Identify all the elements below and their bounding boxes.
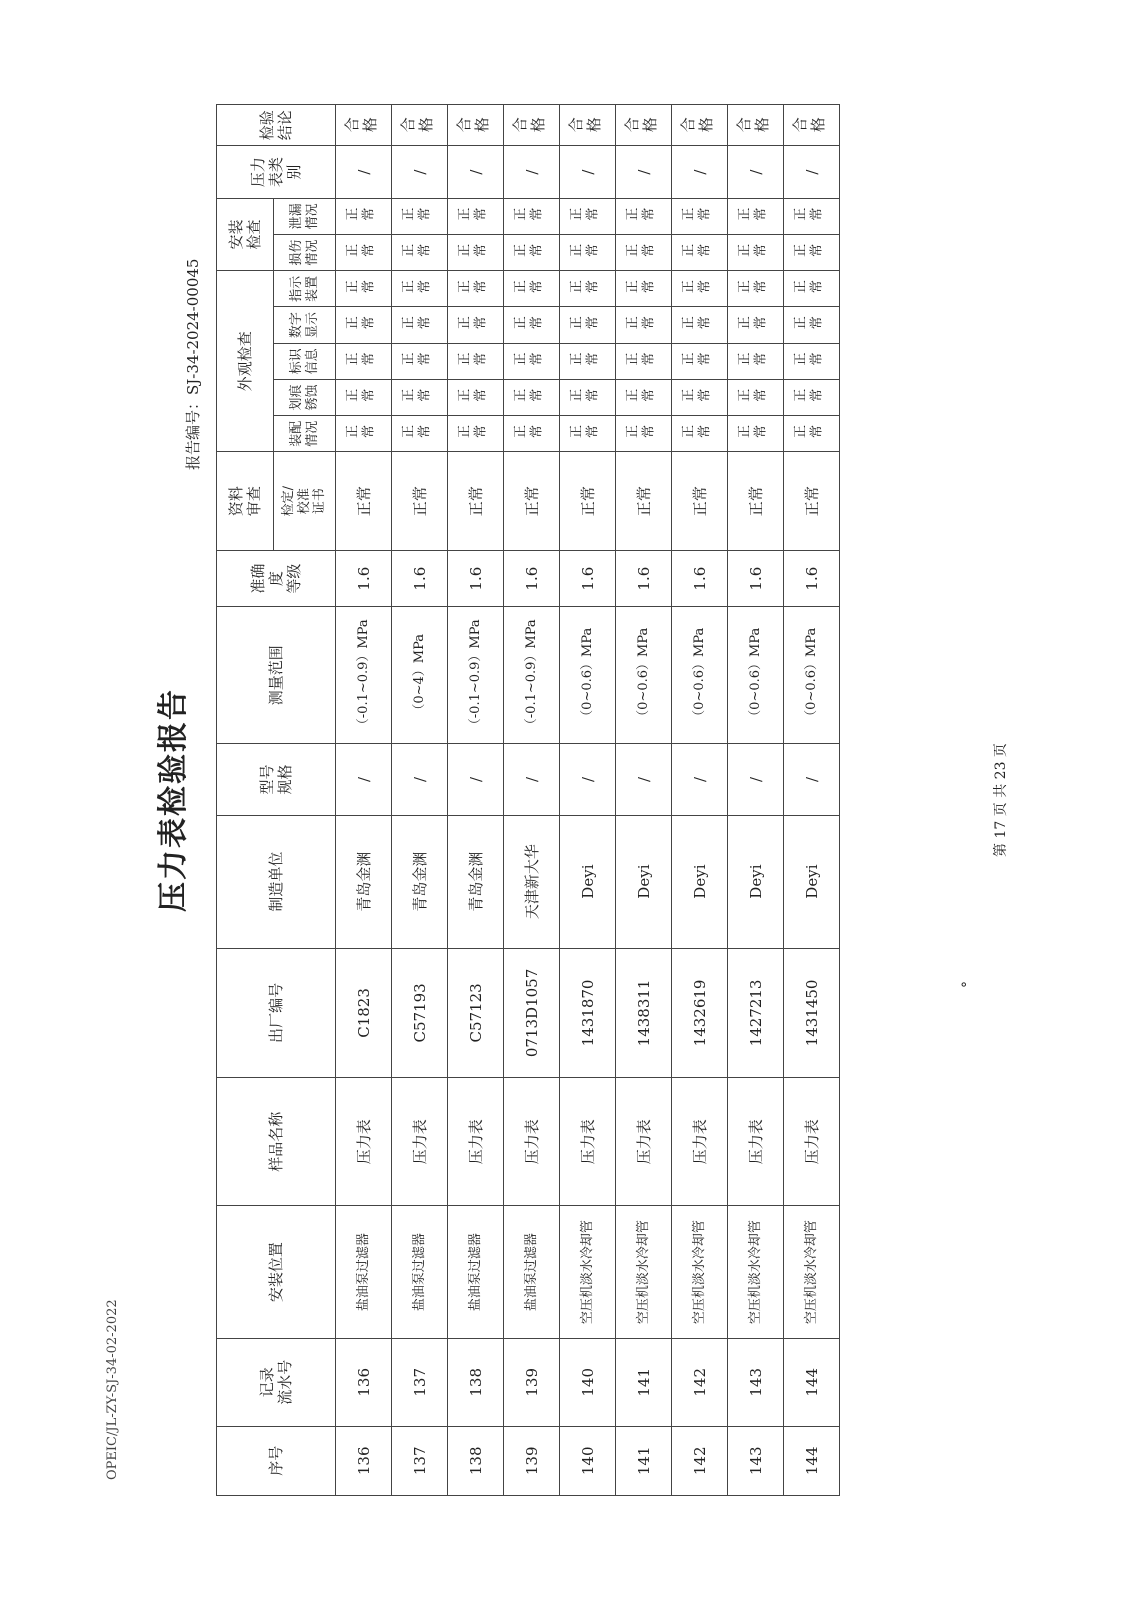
cell-manufacturer: Deyi [560, 815, 616, 948]
cell-conclusion-text: 合格 [455, 116, 492, 135]
cell-damage-text: 正常 [513, 244, 546, 260]
cell-conclusion [504, 105, 560, 146]
cell-assembly-text: 正常 [345, 425, 378, 441]
cell-assembly [784, 416, 840, 452]
cell-indicator [504, 271, 560, 307]
cell-range: （0~0.6）MPa [728, 607, 784, 744]
col-location: 安装位置 [217, 1206, 336, 1339]
cell-display [784, 307, 840, 343]
cell-record: 144 [784, 1339, 840, 1427]
cell-cert: 正常 [784, 452, 840, 551]
cell-manufacturer: Deyi [784, 815, 840, 948]
cell-accuracy: 1.6 [728, 550, 784, 606]
table-row [560, 105, 616, 1496]
cell-display [448, 307, 504, 343]
cell-damage-text: 正常 [457, 244, 490, 260]
col-install: 安装 检查 [217, 198, 274, 270]
cell-leak-text: 正常 [569, 208, 602, 224]
cell-factory-no: 0713D1057 [504, 948, 560, 1078]
form-code: OPEIC/JL-ZY-SJ-34-02-2022 [105, 1299, 120, 1480]
cell-indicator-text: 正常 [401, 281, 434, 297]
cell-factory-no: 1431870 [560, 948, 616, 1078]
cell-damage-text: 正常 [625, 244, 658, 260]
cell-marking [392, 343, 448, 379]
cell-display [336, 307, 392, 343]
cell-marking [672, 343, 728, 379]
cell-indicator-text: 正常 [681, 281, 714, 297]
cell-display [728, 307, 784, 343]
cell-name: 压力表 [392, 1078, 448, 1206]
cell-manufacturer: 青岛金渊 [392, 815, 448, 948]
cell-accuracy: 1.6 [504, 550, 560, 606]
table-row [728, 105, 784, 1496]
cell-name: 压力表 [336, 1078, 392, 1206]
cell-gauge-type: / [784, 146, 840, 198]
cell-assembly-text: 正常 [681, 425, 714, 441]
cell-seq: 143 [728, 1426, 784, 1495]
cell-record: 139 [504, 1339, 560, 1427]
cell-assembly [448, 416, 504, 452]
cell-conclusion-text: 合格 [623, 116, 660, 135]
cell-accuracy: 1.6 [672, 550, 728, 606]
cell-cert: 正常 [336, 452, 392, 551]
cell-cert: 正常 [616, 452, 672, 551]
cell-record: 138 [448, 1339, 504, 1427]
cell-conclusion [560, 105, 616, 146]
cell-conclusion-text: 合格 [735, 116, 772, 135]
table-row [392, 105, 448, 1496]
cell-marking-text: 正常 [513, 353, 546, 369]
cell-range: （-0.1~0.9）MPa [504, 607, 560, 744]
cell-name: 压力表 [560, 1078, 616, 1206]
col-sample-name: 样品名称 [217, 1078, 336, 1206]
cell-range: （0~0.6）MPa [616, 607, 672, 744]
cell-marking [728, 343, 784, 379]
cell-damage [504, 235, 560, 271]
cell-model: / [504, 744, 560, 815]
cell-location: 空压机淡水冷却管 [616, 1206, 672, 1339]
col-gauge-type: 压力 表类 别 [217, 146, 336, 198]
cell-location: 空压机淡水冷却管 [560, 1206, 616, 1339]
cell-factory-no: 1431450 [784, 948, 840, 1078]
cell-record: 143 [728, 1339, 784, 1427]
report-number: 报告编号：SJ-34-2024-00045 [184, 258, 202, 470]
cell-location: 空压机淡水冷却管 [784, 1206, 840, 1339]
cell-damage [392, 235, 448, 271]
cell-damage [560, 235, 616, 271]
cell-name: 压力表 [728, 1078, 784, 1206]
col-seq: 序号 [217, 1426, 336, 1495]
cell-cert: 正常 [448, 452, 504, 551]
cell-model: / [392, 744, 448, 815]
cell-assembly-text: 正常 [513, 425, 546, 441]
cell-conclusion-text: 合格 [511, 116, 548, 135]
cell-scratch-text: 正常 [793, 389, 826, 405]
cell-marking-text: 正常 [569, 353, 602, 369]
cell-record: 137 [392, 1339, 448, 1427]
cell-marking [616, 343, 672, 379]
cell-display [616, 307, 672, 343]
table-row [616, 105, 672, 1496]
cell-seq: 144 [784, 1426, 840, 1495]
cell-assembly [392, 416, 448, 452]
cell-leak-text: 正常 [401, 208, 434, 224]
cell-seq: 137 [392, 1426, 448, 1495]
cell-indicator-text: 正常 [737, 281, 770, 297]
cell-conclusion-text: 合格 [343, 116, 380, 135]
cell-display [560, 307, 616, 343]
cell-range: （0~0.6）MPa [672, 607, 728, 744]
cell-leak-text: 正常 [625, 208, 658, 224]
cell-location: 盐油泵过滤器 [504, 1206, 560, 1339]
cell-display-text: 正常 [737, 317, 770, 333]
cell-record: 141 [616, 1339, 672, 1427]
col-manufacturer: 制造单位 [217, 815, 336, 948]
cell-assembly [504, 416, 560, 452]
cell-indicator [616, 271, 672, 307]
cell-damage [448, 235, 504, 271]
cell-name: 压力表 [784, 1078, 840, 1206]
cell-leak [392, 198, 448, 234]
col-assembly: 装配 情况 [274, 416, 336, 452]
cell-manufacturer: Deyi [672, 815, 728, 948]
page-mark: ° [960, 981, 976, 988]
cell-assembly [560, 416, 616, 452]
cell-conclusion [336, 105, 392, 146]
cell-location: 空压机淡水冷却管 [672, 1206, 728, 1339]
col-conclusion: 检验 结论 [217, 105, 336, 146]
cell-display-text: 正常 [681, 317, 714, 333]
cell-accuracy: 1.6 [336, 550, 392, 606]
cell-location: 盐油泵过滤器 [392, 1206, 448, 1339]
cell-assembly [336, 416, 392, 452]
cell-display [672, 307, 728, 343]
cell-conclusion-text: 合格 [791, 116, 828, 135]
cell-cert: 正常 [728, 452, 784, 551]
cell-scratch-text: 正常 [625, 389, 658, 405]
cell-assembly-text: 正常 [793, 425, 826, 441]
cell-name: 压力表 [672, 1078, 728, 1206]
cell-scratch [616, 379, 672, 415]
cell-gauge-type: / [560, 146, 616, 198]
cell-indicator-text: 正常 [457, 281, 490, 297]
cell-assembly-text: 正常 [569, 425, 602, 441]
cell-marking-text: 正常 [457, 353, 490, 369]
cell-seq: 136 [336, 1426, 392, 1495]
cell-seq: 139 [504, 1426, 560, 1495]
table-row [336, 105, 392, 1496]
cell-leak [504, 198, 560, 234]
cell-gauge-type: / [672, 146, 728, 198]
cell-location: 盐油泵过滤器 [448, 1206, 504, 1339]
cell-display-text: 正常 [345, 317, 378, 333]
cell-damage-text: 正常 [569, 244, 602, 260]
cell-damage-text: 正常 [737, 244, 770, 260]
cell-leak [560, 198, 616, 234]
cell-model: / [616, 744, 672, 815]
cell-indicator-text: 正常 [513, 281, 546, 297]
cell-indicator [392, 271, 448, 307]
cell-scratch-text: 正常 [513, 389, 546, 405]
cell-damage-text: 正常 [793, 244, 826, 260]
cell-assembly-text: 正常 [625, 425, 658, 441]
cell-scratch [672, 379, 728, 415]
cell-scratch-text: 正常 [401, 389, 434, 405]
cell-gauge-type: / [616, 146, 672, 198]
cell-manufacturer: Deyi [616, 815, 672, 948]
cell-conclusion [728, 105, 784, 146]
col-model: 型号 规格 [217, 744, 336, 815]
cell-damage-text: 正常 [681, 244, 714, 260]
cell-leak [672, 198, 728, 234]
cell-indicator-text: 正常 [793, 281, 826, 297]
cell-display-text: 正常 [401, 317, 434, 333]
cell-leak-text: 正常 [345, 208, 378, 224]
cell-accuracy: 1.6 [784, 550, 840, 606]
cell-manufacturer: 青岛金渊 [448, 815, 504, 948]
cell-indicator [784, 271, 840, 307]
cell-factory-no: C1823 [336, 948, 392, 1078]
cell-marking [504, 343, 560, 379]
cell-leak [616, 198, 672, 234]
cell-display-text: 正常 [513, 317, 546, 333]
cell-assembly [672, 416, 728, 452]
inspection-table [216, 104, 840, 1496]
cell-damage [336, 235, 392, 271]
col-display: 数字 显示 [274, 307, 336, 343]
cell-marking [336, 343, 392, 379]
cell-assembly-text: 正常 [737, 425, 770, 441]
col-doc-review: 资料 审查 [217, 452, 274, 551]
cell-range: （-0.1~0.9）MPa [448, 607, 504, 744]
cell-factory-no: 1438311 [616, 948, 672, 1078]
cell-leak-text: 正常 [457, 208, 490, 224]
cell-scratch [336, 379, 392, 415]
cell-record: 140 [560, 1339, 616, 1427]
cell-indicator [560, 271, 616, 307]
cell-scratch [504, 379, 560, 415]
cell-cert: 正常 [560, 452, 616, 551]
cell-factory-no: C57193 [392, 948, 448, 1078]
cell-gauge-type: / [448, 146, 504, 198]
cell-marking [784, 343, 840, 379]
cell-cert: 正常 [392, 452, 448, 551]
cell-conclusion [392, 105, 448, 146]
cell-model: / [448, 744, 504, 815]
cell-leak-text: 正常 [513, 208, 546, 224]
cell-leak [336, 198, 392, 234]
cell-marking-text: 正常 [681, 353, 714, 369]
cell-model: / [560, 744, 616, 815]
cell-damage-text: 正常 [401, 244, 434, 260]
table-row [672, 105, 728, 1496]
cell-indicator [728, 271, 784, 307]
cell-leak-text: 正常 [793, 208, 826, 224]
cell-manufacturer: Deyi [728, 815, 784, 948]
cell-gauge-type: / [336, 146, 392, 198]
col-scratch: 划痕 锈蚀 [274, 379, 336, 415]
cell-seq: 141 [616, 1426, 672, 1495]
cell-scratch [728, 379, 784, 415]
cell-accuracy: 1.6 [560, 550, 616, 606]
col-range: 测量范围 [217, 607, 336, 744]
cell-marking-text: 正常 [345, 353, 378, 369]
cell-scratch-text: 正常 [569, 389, 602, 405]
table-row [448, 105, 504, 1496]
cell-marking-text: 正常 [401, 353, 434, 369]
cell-record: 136 [336, 1339, 392, 1427]
cell-leak [448, 198, 504, 234]
cell-leak [728, 198, 784, 234]
cell-assembly-text: 正常 [457, 425, 490, 441]
col-marking: 标识 信息 [274, 343, 336, 379]
cell-scratch [784, 379, 840, 415]
cell-leak-text: 正常 [681, 208, 714, 224]
cell-display-text: 正常 [793, 317, 826, 333]
cell-indicator [672, 271, 728, 307]
cell-display-text: 正常 [569, 317, 602, 333]
cell-accuracy: 1.6 [616, 550, 672, 606]
cell-name: 压力表 [616, 1078, 672, 1206]
cell-seq: 142 [672, 1426, 728, 1495]
cell-accuracy: 1.6 [448, 550, 504, 606]
cell-marking [560, 343, 616, 379]
cell-gauge-type: / [392, 146, 448, 198]
cell-indicator [336, 271, 392, 307]
cell-marking-text: 正常 [737, 353, 770, 369]
cell-seq: 138 [448, 1426, 504, 1495]
cell-display [504, 307, 560, 343]
cell-record: 142 [672, 1339, 728, 1427]
cell-model: / [672, 744, 728, 815]
cell-damage-text: 正常 [345, 244, 378, 260]
cell-assembly [616, 416, 672, 452]
cell-name: 压力表 [504, 1078, 560, 1206]
page-number: 第 17 页 共 23 页 [993, 743, 1009, 857]
cell-indicator-text: 正常 [345, 281, 378, 297]
cell-scratch [448, 379, 504, 415]
cell-scratch [560, 379, 616, 415]
col-damage: 损伤 情况 [274, 235, 336, 271]
page-title: 压力表检验报告 [156, 688, 191, 912]
table-header [217, 105, 336, 1496]
cell-scratch-text: 正常 [737, 389, 770, 405]
cell-model: / [784, 744, 840, 815]
cell-gauge-type: / [728, 146, 784, 198]
table-body [336, 105, 840, 1496]
col-factory-no: 出厂编号 [217, 948, 336, 1078]
cell-factory-no: 1432619 [672, 948, 728, 1078]
cell-conclusion-text: 合格 [567, 116, 604, 135]
table-row [784, 105, 840, 1496]
col-cert: 检定/ 校准 证书 [274, 452, 336, 551]
cell-factory-no: C57123 [448, 948, 504, 1078]
col-accuracy: 准确 度 等级 [217, 550, 336, 606]
cell-model: / [728, 744, 784, 815]
cell-damage [728, 235, 784, 271]
cell-marking-text: 正常 [793, 353, 826, 369]
cell-conclusion [616, 105, 672, 146]
cell-seq: 140 [560, 1426, 616, 1495]
col-appearance: 外观检查 [217, 271, 274, 452]
cell-scratch-text: 正常 [681, 389, 714, 405]
cell-cert: 正常 [504, 452, 560, 551]
cell-location: 盐油泵过滤器 [336, 1206, 392, 1339]
cell-conclusion-text: 合格 [679, 116, 716, 135]
cell-indicator-text: 正常 [569, 281, 602, 297]
cell-model: / [336, 744, 392, 815]
cell-display-text: 正常 [625, 317, 658, 333]
cell-range: （-0.1~0.9）MPa [336, 607, 392, 744]
cell-manufacturer: 天津新大华 [504, 815, 560, 948]
col-indicator: 指示 装置 [274, 271, 336, 307]
cell-scratch-text: 正常 [457, 389, 490, 405]
col-record-no: 记录 流水号 [217, 1339, 336, 1427]
cell-indicator [448, 271, 504, 307]
cell-marking [448, 343, 504, 379]
cell-scratch-text: 正常 [345, 389, 378, 405]
cell-range: （0~0.6）MPa [784, 607, 840, 744]
cell-marking-text: 正常 [625, 353, 658, 369]
cell-display-text: 正常 [457, 317, 490, 333]
cell-damage [784, 235, 840, 271]
cell-assembly-text: 正常 [401, 425, 434, 441]
cell-leak-text: 正常 [737, 208, 770, 224]
cell-range: （0~4）MPa [392, 607, 448, 744]
cell-leak [784, 198, 840, 234]
cell-range: （0~0.6）MPa [560, 607, 616, 744]
cell-name: 压力表 [448, 1078, 504, 1206]
cell-conclusion [448, 105, 504, 146]
cell-location: 空压机淡水冷却管 [728, 1206, 784, 1339]
cell-conclusion [784, 105, 840, 146]
col-leak: 泄漏 情况 [274, 198, 336, 234]
cell-scratch [392, 379, 448, 415]
cell-damage [616, 235, 672, 271]
cell-conclusion [672, 105, 728, 146]
cell-factory-no: 1427213 [728, 948, 784, 1078]
cell-cert: 正常 [672, 452, 728, 551]
cell-indicator-text: 正常 [625, 281, 658, 297]
cell-manufacturer: 青岛金渊 [336, 815, 392, 948]
cell-assembly [728, 416, 784, 452]
cell-conclusion-text: 合格 [399, 116, 436, 135]
cell-display [392, 307, 448, 343]
table-row [504, 105, 560, 1496]
cell-accuracy: 1.6 [392, 550, 448, 606]
cell-damage [672, 235, 728, 271]
cell-gauge-type: / [504, 146, 560, 198]
